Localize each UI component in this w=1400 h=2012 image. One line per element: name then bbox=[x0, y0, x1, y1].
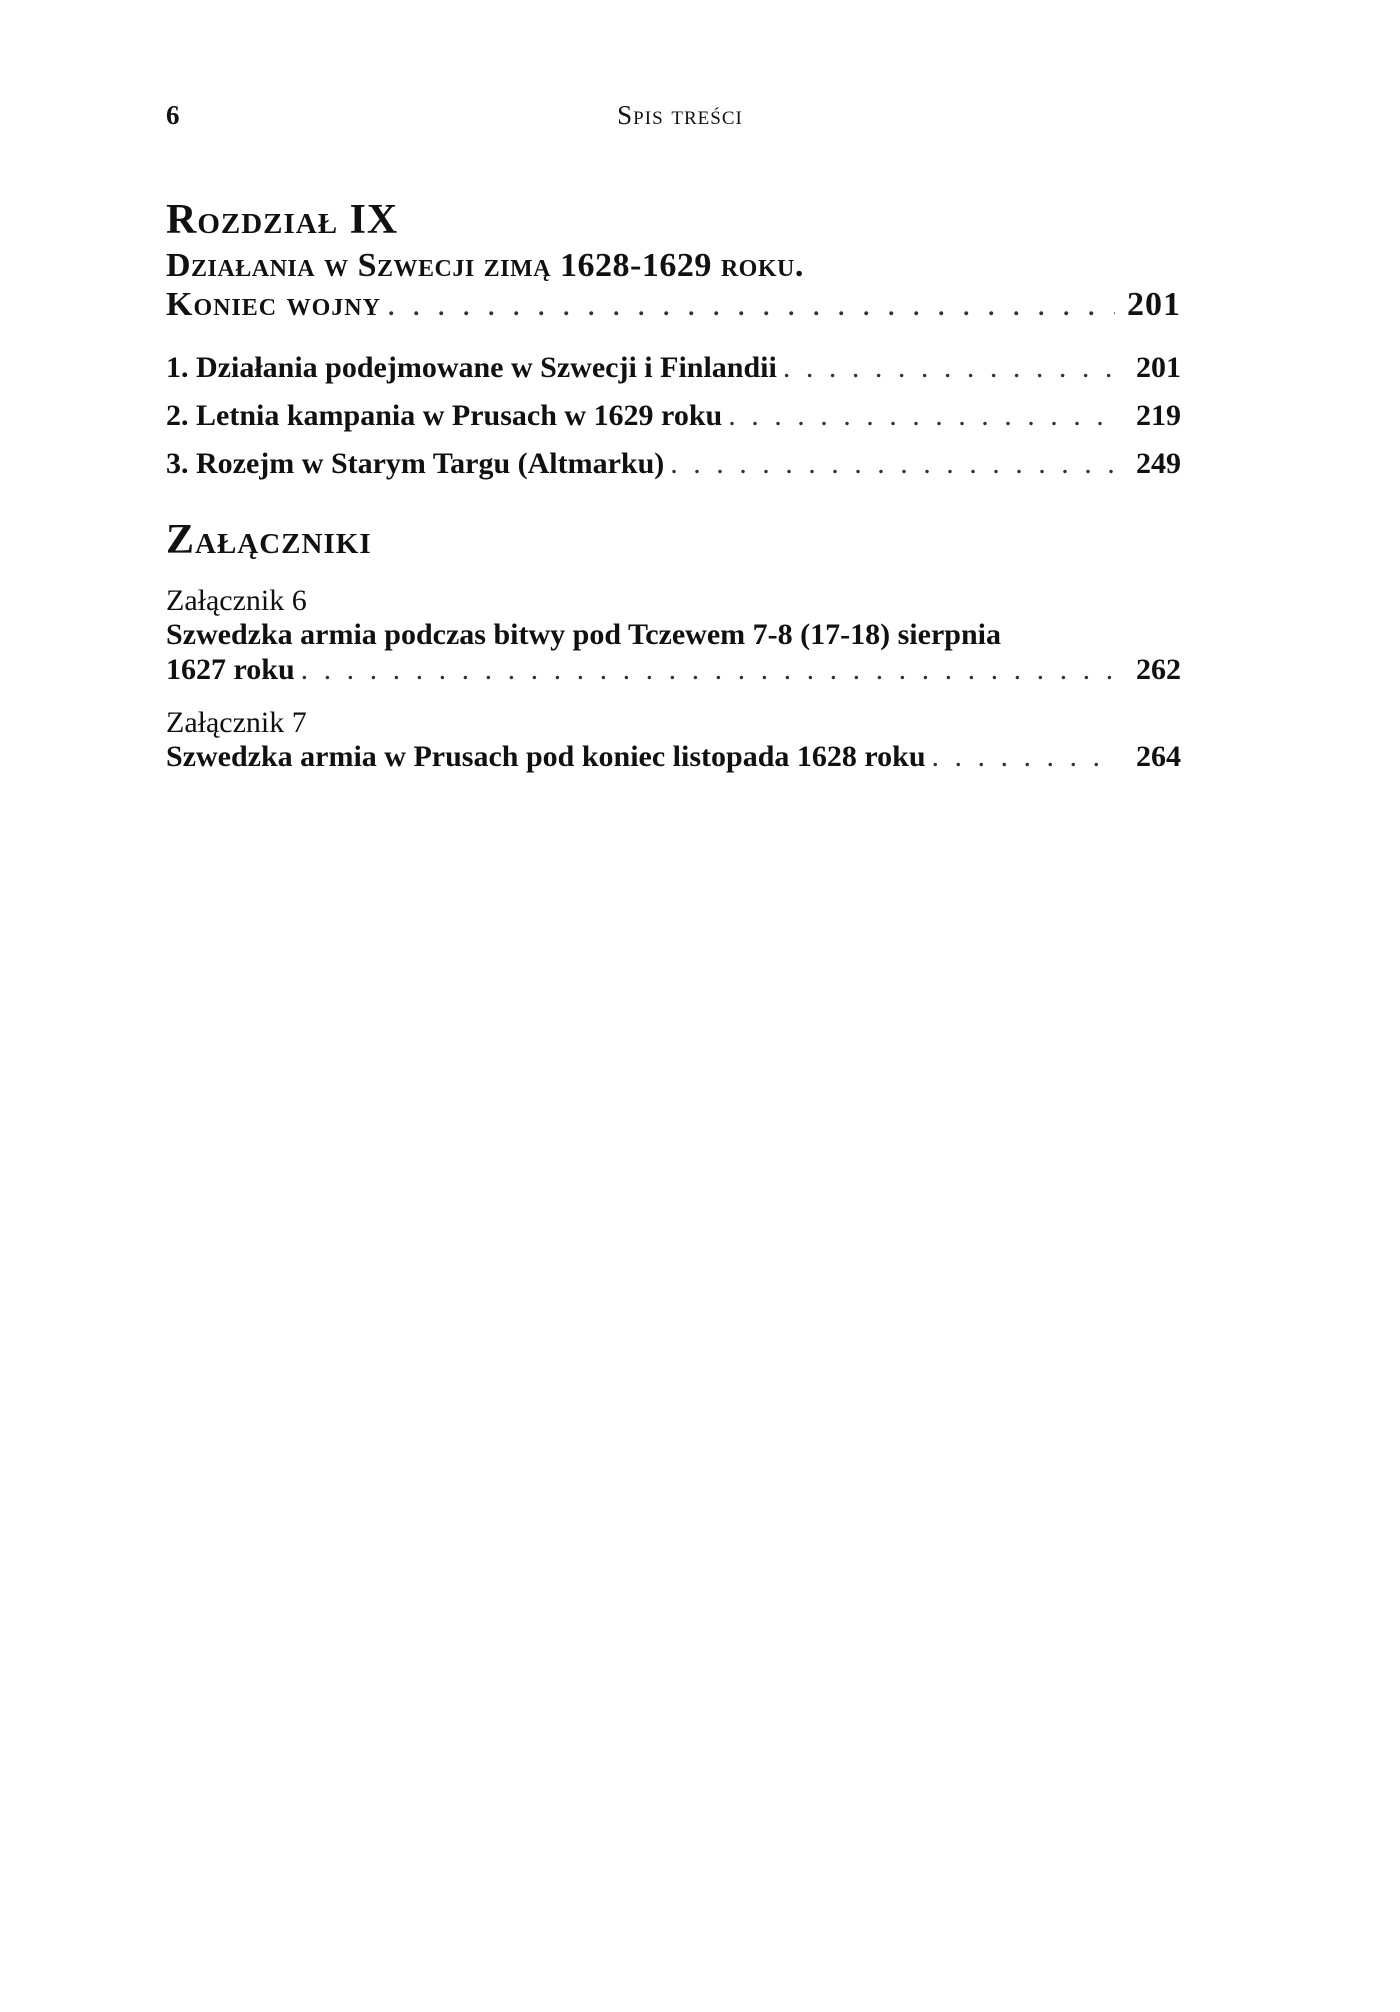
appendix-title: Szwedzka armia podczas bitwy pod Tczewem 7-8 (17-18) sierpnia bbox=[166, 618, 1001, 652]
section-page: 201 bbox=[1136, 351, 1181, 385]
section-entry bbox=[166, 446, 1181, 482]
appendix-title-end-line bbox=[166, 652, 1181, 688]
table-of-contents bbox=[166, 196, 1181, 793]
appendices-heading: Załączniki bbox=[166, 517, 372, 564]
section-page: 249 bbox=[1136, 447, 1181, 481]
chapter-title: Rozdział IX bbox=[166, 197, 399, 243]
section-label: 1. Działania podejmowane w Szwecji i Finlandii bbox=[166, 351, 777, 385]
dot-leader bbox=[387, 285, 1115, 326]
appendix-entry bbox=[166, 584, 1181, 687]
chapter-subtitle-line bbox=[166, 285, 1181, 326]
dot-leader bbox=[728, 398, 1115, 434]
chapter-subtitle-end: Koniec wojny bbox=[166, 286, 381, 324]
appendix-page: 264 bbox=[1136, 740, 1181, 774]
dot-leader bbox=[301, 652, 1115, 688]
chapter-entry bbox=[166, 196, 1181, 326]
section-label: 2. Letnia kampania w Prusach w 1629 roku bbox=[166, 399, 723, 433]
appendix-page: 262 bbox=[1136, 652, 1181, 686]
dot-leader bbox=[932, 739, 1115, 775]
chapter-page: 201 bbox=[1127, 286, 1181, 324]
dot-leader bbox=[783, 350, 1115, 386]
section-list bbox=[166, 350, 1181, 482]
page-number: 6 bbox=[166, 100, 180, 130]
appendix-title: Szwedzka armia w Prusach pod koniec listopada 1628 roku bbox=[166, 740, 926, 774]
dot-leader bbox=[670, 446, 1115, 482]
appendix-label: Załącznik 7 bbox=[166, 705, 307, 739]
section-entry bbox=[166, 350, 1181, 386]
section-entry bbox=[166, 398, 1181, 434]
running-head: Spis treści bbox=[617, 100, 743, 130]
section-label: 3. Rozejm w Starym Targu (Altmarku) bbox=[166, 447, 665, 481]
chapter-subtitle: Działania w Szwecji zimą 1628-1629 roku. bbox=[166, 247, 804, 285]
appendix-title-end: 1627 roku bbox=[166, 652, 295, 686]
appendix-title-line bbox=[166, 739, 1181, 775]
appendix-entry bbox=[166, 706, 1181, 776]
appendix-label: Załącznik 6 bbox=[166, 584, 307, 618]
section-page: 219 bbox=[1136, 399, 1181, 433]
